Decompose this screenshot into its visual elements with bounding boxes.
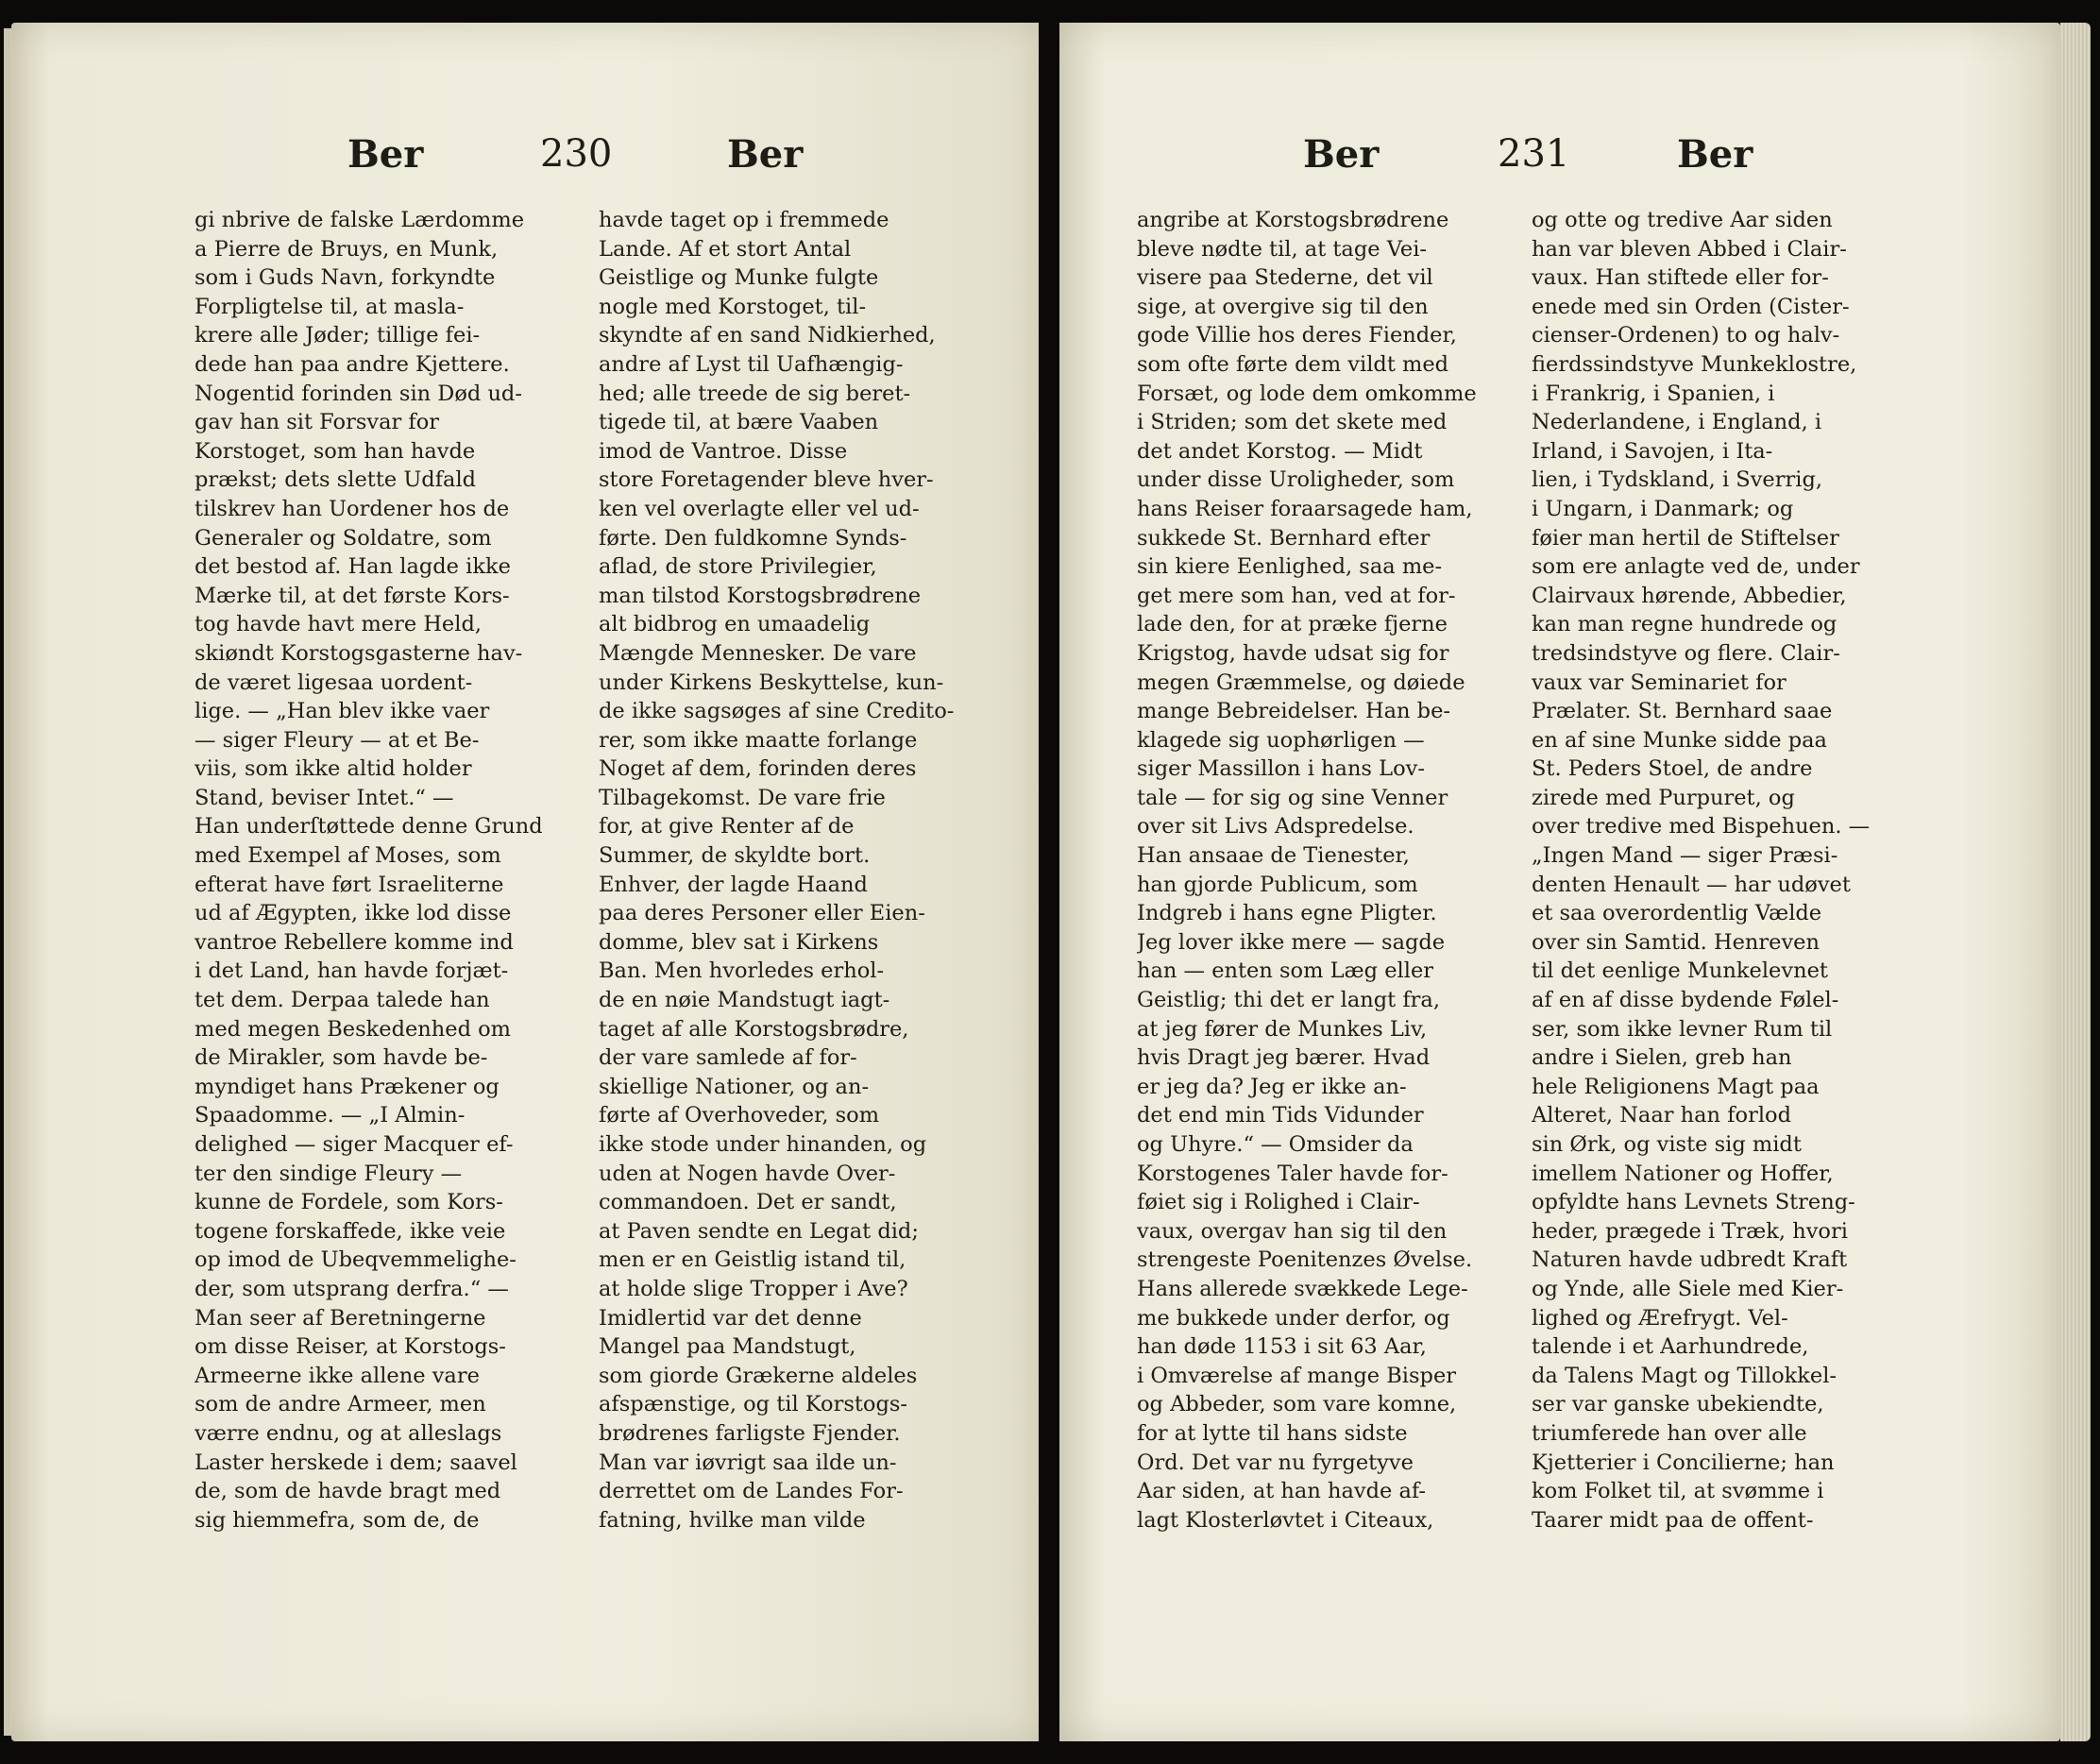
text-line: da Talens Magt og Tillokkel- [1532, 1363, 1838, 1388]
text-line: get mere som han, ved at for- [1137, 583, 1456, 608]
text-line: sige, at overgive sig til den [1137, 294, 1429, 319]
page-number-right: 231 [1498, 132, 1570, 176]
running-head-right-page-right: Ber [1677, 132, 1753, 177]
text-line: St. Peders Stoel, de andre [1532, 756, 1813, 782]
text-line: han døde 1153 i sit 63 Aar, [1137, 1334, 1427, 1360]
text-line: Armeerne ikke allene vare [195, 1363, 480, 1388]
text-line: heder, prægede i Træk, hvori [1532, 1218, 1848, 1244]
text-line: de været ligesaa uordent- [195, 670, 473, 695]
running-head-left-page-left: Ber [347, 132, 424, 177]
text-line: over tredive med Bispehuen. — [1532, 814, 1871, 840]
text-line: tet dem. Derpaa talede han [195, 988, 490, 1013]
text-line: af en af disse bydende Følel- [1532, 988, 1839, 1013]
text-line: hed; alle treede de sig beret- [599, 381, 911, 406]
text-line: han gjorde Publicum, som [1137, 872, 1418, 897]
text-line: de en nøie Mandstugt iagt- [599, 988, 890, 1013]
text-line: fatning, hvilke man vilde [599, 1507, 866, 1533]
right-page-column-2 [1532, 206, 1907, 1535]
text-line: visere paa Stederne, det vil [1137, 265, 1433, 291]
text-line: imellem Nationer og Hoffer, [1532, 1161, 1834, 1186]
text-line: at jeg fører de Munkes Liv, [1137, 1016, 1428, 1042]
text-line: andre i Sielen, greb han [1532, 1045, 1792, 1071]
text-line: Mærke til, at det første Kors- [195, 583, 510, 608]
text-line: tog havde havt mere Held, [195, 612, 483, 637]
text-line: taget af alle Korstogsbrødre, [599, 1016, 909, 1042]
text-line: rer, som ikke maatte forlange [599, 727, 918, 753]
text-line: hans Reiser foraarsagede ham, [1137, 496, 1473, 521]
text-line: ud af Ægypten, ikke lod disse [195, 901, 512, 926]
text-line: hvis Dragt jeg bærer. Hvad [1137, 1045, 1431, 1071]
text-line: et saa overordentlig Vælde [1532, 901, 1822, 926]
page-number-left: 230 [540, 132, 613, 176]
text-line: føiet sig i Rolighed i Clair- [1137, 1190, 1420, 1215]
text-line: sin kiere Eenlighed, saa me- [1137, 554, 1443, 580]
text-line: skyndte af en sand Nidkierhed, [599, 323, 936, 348]
text-line: Taarer midt paa de offent- [1532, 1507, 1814, 1533]
text-line: afspænstige, og til Korstogs- [599, 1392, 908, 1417]
text-line: Jeg lover ikke mere — sagde [1137, 929, 1446, 955]
text-line: at Paven sendte en Legat did; [599, 1218, 919, 1244]
text-line: Stand, beviser Intet.“ — [195, 785, 454, 810]
text-line: under disse Uroligheder, som [1137, 467, 1455, 493]
text-line: vaux var Seminariet for [1532, 670, 1787, 695]
text-line: Nogentid forinden sin Død ud- [195, 381, 522, 406]
text-line: kom Folket til, at svømme i [1532, 1479, 1824, 1504]
text-line: værre endnu, og at alleslags [195, 1420, 502, 1446]
text-line: Naturen havde udbredt Kraft [1532, 1247, 1848, 1273]
text-line: sukkede St. Bernhard efter [1137, 525, 1431, 551]
text-line: lien, i Tydskland, i Sverrig, [1532, 467, 1823, 493]
text-line: det andet Korstog. — Midt [1137, 438, 1423, 464]
text-line: det bestod af. Han lagde ikke [195, 554, 511, 580]
text-line: førte af Overhoveder, som [599, 1103, 880, 1128]
text-line: Forsæt, og lode dem omkomme [1137, 381, 1477, 406]
text-line: ser, som ikke levner Rum til [1532, 1016, 1833, 1042]
text-line: kunne de Fordele, som Kors- [195, 1190, 503, 1215]
text-line: Korstoget, som han havde [195, 438, 476, 464]
text-line: for at lytte til hans sidste [1137, 1420, 1408, 1446]
text-line: Clairvaux hørende, Abbedier, [1532, 583, 1847, 608]
text-line: i Ungarn, i Danmark; og [1532, 496, 1794, 521]
text-line: domme, blev sat i Kirkens [599, 929, 879, 955]
text-line: skiøndt Korstogsgasterne hav- [195, 640, 523, 666]
text-line: ikke stode under hinanden, og [599, 1132, 927, 1157]
text-line: mange Bebreidelser. Han be- [1137, 699, 1450, 724]
text-line: denten Henault — har udøvet [1532, 872, 1851, 897]
text-line: Mangel paa Mandstugt, [599, 1334, 856, 1360]
text-line: aflad, de store Privilegier, [599, 554, 877, 580]
left-page-column-2 [599, 206, 974, 1535]
text-line: Noget af dem, forinden deres [599, 756, 917, 782]
text-line: commandoen. Det er sandt, [599, 1190, 897, 1215]
text-line: cienser-Ordenen) to og halv- [1532, 323, 1840, 348]
text-line: opfyldte hans Levnets Streng- [1532, 1190, 1855, 1215]
text-line: lagt Klosterløvtet i Citeaux, [1137, 1507, 1434, 1533]
text-line: „Ingen Mand — siger Præsi- [1532, 843, 1838, 869]
text-line: som ofte førte dem vildt med [1137, 351, 1449, 377]
text-line: Laster herskede i dem; saavel [195, 1450, 517, 1475]
text-line: Indgreb i hans egne Pligter. [1137, 901, 1437, 926]
text-line: Enhver, der lagde Haand [599, 872, 868, 897]
text-line: imod de Vantroe. Disse [599, 438, 848, 464]
text-line: nogle med Korstoget, til- [599, 294, 867, 319]
text-line: delighed — siger Macquer ef- [195, 1132, 514, 1157]
text-line: dede han paa andre Kjettere. [195, 351, 510, 377]
text-line: der vare samlede af for- [599, 1045, 857, 1071]
text-line: Man var iøvrigt saa ilde un- [599, 1450, 897, 1475]
text-line: talende i et Aarhundrede, [1532, 1334, 1809, 1360]
text-line: Geistlige og Munke fulgte [599, 265, 879, 291]
text-line: me bukkede under derfor, og [1137, 1305, 1450, 1331]
text-line: bleve nødte til, at tage Vei- [1137, 236, 1428, 262]
text-line: over sit Livs Adspredelse. [1137, 814, 1414, 840]
text-line: med Exempel af Moses, som [195, 843, 501, 869]
running-head-left-page-right: Ber [727, 132, 804, 177]
text-line: skiellige Nationer, og an- [599, 1074, 870, 1099]
text-line: om disse Reiser, at Korstogs- [195, 1334, 506, 1360]
right-page-column-1 [1137, 206, 1513, 1535]
text-line: lige. — „Han blev ikke vaer [195, 699, 490, 724]
text-line: under Kirkens Beskyttelse, kun- [599, 670, 944, 695]
text-line: enede med sin Orden (Cister- [1532, 294, 1850, 319]
text-line: ser var ganske ubekiendte, [1532, 1392, 1824, 1417]
text-line: Han ansaae de Tienester, [1137, 843, 1410, 869]
text-line: Tilbagekomst. De vare frie [599, 785, 886, 810]
text-line: krere alle Jøder; tillige fei- [195, 323, 481, 348]
text-line: angribe at Korstogsbrødrene [1137, 208, 1449, 232]
text-line: triumferede han over alle [1532, 1420, 1807, 1446]
text-line: Kjetterier i Concilierne; han [1532, 1450, 1835, 1475]
text-line: Alteret, Naar han forlod [1532, 1103, 1791, 1128]
text-line: en af sine Munke sidde paa [1532, 727, 1827, 753]
text-line: Nederlandene, i England, i [1532, 410, 1822, 435]
text-line: tigede til, at bære Vaaben [599, 410, 879, 435]
text-line: a Pierre de Bruys, en Munk, [195, 236, 499, 262]
text-line: sin Ørk, og viste sig midt [1532, 1132, 1802, 1157]
text-line: Imidlertid var det denne [599, 1305, 862, 1331]
text-line: sig hiemmefra, som de, de [195, 1507, 480, 1533]
text-line: tredsindstyve og flere. Clair- [1532, 640, 1840, 666]
text-line: Generaler og Soldatre, som [195, 525, 492, 551]
text-line: Ord. Det var nu fyrgetyve [1137, 1450, 1414, 1475]
right-page-stack [2060, 23, 2091, 1741]
text-line: ter den sindige Fleury — [195, 1161, 463, 1186]
text-line: Forpligtelse til, at masla- [195, 294, 465, 319]
text-line: som ere anlagte ved de, under [1532, 554, 1860, 580]
text-line: som i Guds Navn, forkyndte [195, 265, 496, 291]
text-line: Hans allerede svækkede Lege- [1137, 1276, 1468, 1301]
text-line: og otte og tredive Aar siden [1532, 208, 1833, 232]
text-line: Lande. Af et stort Antal [599, 236, 852, 262]
text-line: men er en Geistlig istand til, [599, 1247, 906, 1273]
text-line: de ikke sagsøges af sine Credito- [599, 699, 955, 724]
text-line: kan man regne hundrede og [1532, 612, 1838, 637]
text-line: havde taget op i fremmede [599, 208, 889, 232]
text-line: brødrenes farligste Fjender. [599, 1420, 901, 1446]
text-line: med megen Beskedenhed om [195, 1016, 512, 1042]
text-line: op imod de Ubeqvemmelighe- [195, 1247, 517, 1273]
text-line: lighed og Ærefrygt. Vel- [1532, 1305, 1788, 1331]
text-line: og Ynde, alle Siele med Kier- [1532, 1276, 1844, 1301]
text-line: uden at Nogen havde Over- [599, 1161, 896, 1186]
text-line: Ban. Men hvorledes erhol- [599, 958, 885, 984]
left-page-column-1 [195, 206, 570, 1535]
running-head-right-page-left: Ber [1303, 132, 1380, 177]
text-line: vaux, overgav han sig til den [1137, 1218, 1448, 1244]
text-line: Geistlig; thi det er langt fra, [1137, 988, 1440, 1013]
text-line: Irland, i Savojen, i Ita- [1532, 438, 1773, 464]
text-line: Spaadomme. — „I Almin- [195, 1103, 466, 1128]
text-line: de, som de havde bragt med [195, 1479, 501, 1504]
text-line: Han underſtøttede denne Grund [195, 814, 543, 840]
text-line: i Striden; som det skete med [1137, 410, 1448, 435]
text-line: vantroe Rebellere komme ind [195, 929, 514, 955]
text-line: Aar siden, at han havde af- [1137, 1479, 1427, 1504]
text-line: strengeste Poenitenzes Øvelse. [1137, 1247, 1473, 1273]
text-line: der, som utsprang derfra.“ — [195, 1276, 509, 1301]
text-line: og Abbeder, som vare komne, [1137, 1392, 1457, 1417]
text-line: er jeg da? Jeg er ikke an- [1137, 1074, 1407, 1099]
text-line: Krigstog, havde udsat sig for [1137, 640, 1449, 666]
text-line: lade den, for at præke fjerne [1137, 612, 1448, 637]
text-line: at holde slige Tropper i Ave? [599, 1276, 908, 1301]
text-line: Korstogenes Taler havde for- [1137, 1161, 1448, 1186]
text-line: gi nbrive de falske Lærdomme [195, 208, 525, 232]
text-line: gav han sit Forsvar for [195, 410, 440, 435]
text-line: det end min Tids Vidunder [1137, 1103, 1424, 1128]
text-line: og Uhyre.“ — Omsider da [1137, 1132, 1414, 1157]
text-line: han var bleven Abbed i Clair- [1532, 236, 1847, 262]
text-line: paa deres Personer eller Eien- [599, 901, 925, 926]
text-line: tilskrev han Uordener hos de [195, 496, 510, 521]
text-line: i det Land, han havde forjæt- [195, 958, 509, 984]
text-line: megen Græmmelse, og døiede [1137, 670, 1465, 695]
text-line: fierdssindstyve Munkeklostre, [1532, 351, 1857, 377]
text-line: Mængde Mennesker. De vare [599, 640, 917, 666]
text-line: han — enten som Læg eller [1137, 958, 1434, 984]
text-line: Prælater. St. Bernhard saae [1532, 699, 1833, 724]
text-line: alt bidbrog en umaadelig [599, 612, 871, 637]
text-line: til det eenlige Munkelevnet [1532, 958, 1828, 984]
text-line: i Omværelse af mange Bisper [1137, 1363, 1457, 1388]
text-line: hele Religionens Magt paa [1532, 1074, 1820, 1099]
text-line: — siger Fleury — at et Be- [195, 727, 480, 753]
text-line: man tilstod Korstogsbrødrene [599, 583, 922, 608]
text-line: efterat have ført Israeliterne [195, 872, 504, 897]
text-line: føier man hertil de Stiftelser [1532, 525, 1839, 551]
text-line: store Foretagender bleve hver- [599, 467, 934, 493]
text-line: prækst; dets slette Udfald [195, 467, 477, 493]
text-line: Man seer af Beretningerne [195, 1305, 486, 1331]
text-line: tale — for sig og sine Venner [1137, 785, 1448, 810]
text-line: de Mirakler, som havde be- [195, 1045, 488, 1071]
text-line: vaux. Han stiftede eller for- [1532, 265, 1829, 291]
text-line: derrettet om de Landes For- [599, 1479, 904, 1504]
text-line: som giorde Grækerne aldeles [599, 1363, 918, 1388]
text-line: siger Massillon i hans Lov- [1137, 756, 1425, 782]
text-line: andre af Lyst til Uafhængig- [599, 351, 904, 377]
text-line: zirede med Purpuret, og [1532, 785, 1795, 810]
text-line: klagede sig uophørligen — [1137, 727, 1425, 753]
text-line: myndiget hans Prækener og [195, 1074, 500, 1099]
text-line: ken vel overlagte eller vel ud- [599, 496, 920, 521]
text-line: viis, som ikke altid holder [195, 756, 472, 782]
text-line: i Frankrig, i Spanien, i [1532, 381, 1775, 406]
text-line: gode Villie hos deres Fiender, [1137, 323, 1457, 348]
text-line: Summer, de skyldte bort. [599, 843, 871, 869]
text-line: over sin Samtid. Henreven [1532, 929, 1820, 955]
text-line: som de andre Armeer, men [195, 1392, 486, 1417]
text-line: førte. Den fuldkomne Synds- [599, 525, 907, 551]
text-line: for, at give Renter af de [599, 814, 855, 840]
text-line: togene forskaffede, ikke veie [195, 1218, 506, 1244]
